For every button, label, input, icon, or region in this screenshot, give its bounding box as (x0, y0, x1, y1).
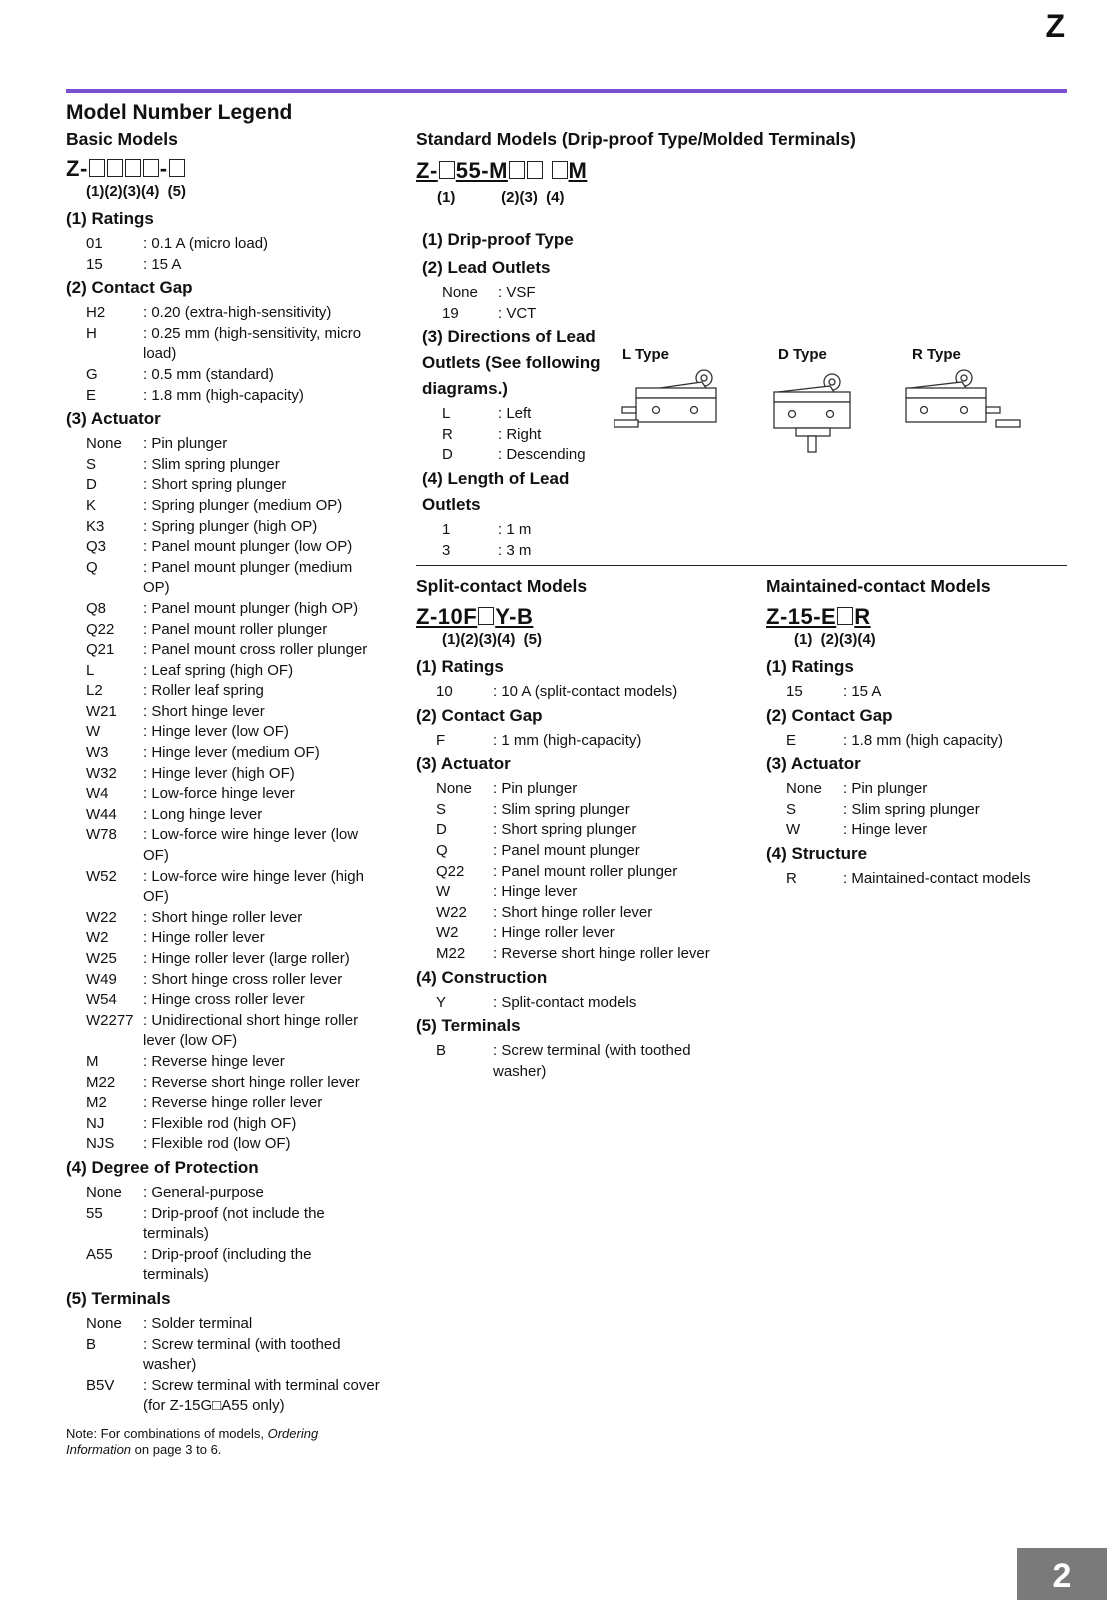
item-description: : Panel mount plunger (medium OP) (143, 558, 353, 597)
item-description: : VCT (498, 304, 537, 322)
item-list (436, 779, 736, 964)
section-title: (2) Contact Gap (416, 705, 543, 725)
item-description: : 15 A (143, 255, 182, 273)
item-description: : Hinge roller lever (493, 924, 615, 942)
list-item (86, 620, 381, 641)
list-item (86, 517, 381, 538)
item-description: : 1 m (498, 520, 532, 538)
list-item (86, 661, 381, 682)
item-code: L2 (86, 682, 103, 700)
list-item (86, 867, 381, 908)
section-title: (2) Lead Outlets (422, 258, 551, 277)
item-code: 15 (786, 683, 803, 700)
item-code: 19 (442, 304, 459, 322)
list-item (86, 1073, 381, 1094)
item-description: : Hinge lever (493, 883, 578, 901)
note-label: Note: For combinations of models, (66, 1425, 264, 1441)
item-code: Q22 (436, 862, 465, 880)
item-code: B (436, 1042, 447, 1060)
code-dash: - (159, 156, 168, 181)
list-item (86, 234, 381, 255)
l-type-diagram (614, 364, 734, 446)
item-code: NJ (86, 1114, 105, 1132)
item-description: : Panel mount plunger (low OP) (143, 538, 353, 556)
item-code: 01 (86, 235, 103, 252)
list-item (86, 1204, 381, 1245)
list-item (86, 475, 381, 496)
item-code: W3 (86, 744, 109, 762)
section-title: (1) Ratings (766, 657, 854, 676)
item-description: : Panel mount roller plunger (493, 862, 678, 880)
item-code: D (436, 821, 447, 839)
item-code: W44 (86, 805, 117, 823)
page-number: 2 (1017, 1548, 1107, 1600)
item-description: : Hinge roller lever (large roller) (143, 950, 350, 967)
split-sections (416, 654, 736, 1082)
item-code: Q8 (86, 599, 107, 617)
list-item (786, 869, 1066, 890)
item-code: W52 (86, 867, 117, 885)
list-item (442, 283, 612, 304)
list-item (86, 1052, 381, 1073)
item-code: W22 (86, 908, 117, 926)
item-code: S (786, 800, 797, 818)
standard-code-digits: (1) (2)(3) (4) (437, 189, 565, 206)
section-title: (1) Ratings (416, 657, 504, 676)
note-link-text: Ordering Information (66, 1425, 319, 1457)
item-code: K3 (86, 517, 105, 535)
list-item (86, 1134, 381, 1155)
item-description: : Unidirectional short hinge roller lever (low OF) (143, 1011, 359, 1050)
item-code: W2 (436, 924, 459, 942)
item-list (86, 434, 381, 1155)
basic-model-code (66, 156, 381, 182)
item-code: W78 (86, 826, 117, 844)
item-code: Q (86, 558, 98, 576)
list-item (442, 445, 612, 466)
item-description: : Drip-proof (not include the terminals) (143, 1204, 325, 1243)
item-description: : Reverse short hinge roller lever (493, 944, 710, 962)
item-description: : Spring plunger (medium OP) (143, 496, 343, 514)
item-code: None (86, 435, 122, 453)
item-description: : Spring plunger (high OP) (143, 517, 318, 535)
item-code: B (86, 1335, 97, 1353)
list-item (786, 731, 1066, 752)
item-description: : Solder terminal (143, 1314, 253, 1332)
list-item (86, 599, 381, 620)
item-description: : Screw terminal (with toothed washer) (493, 1042, 691, 1080)
list-item (436, 944, 736, 965)
section-title: (2) Contact Gap (66, 278, 193, 298)
maintained-code-digits: (1) (2)(3)(4) (794, 631, 876, 648)
section-title: (3) Actuator (766, 754, 861, 774)
item-description: : Right (498, 425, 542, 443)
item-description: : Short hinge roller lever (493, 903, 653, 921)
item-list (786, 779, 1066, 841)
item-description: : Roller leaf spring (143, 682, 264, 700)
item-code: None (436, 780, 472, 798)
item-code: K (86, 496, 97, 514)
list-item (86, 970, 381, 991)
code-part: Y-B (495, 604, 534, 629)
list-item (442, 304, 612, 325)
code-part: 55-M (455, 158, 508, 183)
list-item (86, 681, 381, 702)
item-description: : Short hinge lever (143, 702, 265, 720)
basic-models-heading: Basic Models (66, 129, 178, 149)
code-part: Z- (416, 158, 438, 183)
item-description: : Leaf spring (high OF) (143, 661, 294, 679)
list-item (86, 455, 381, 476)
d-type-label: D Type (778, 346, 827, 363)
item-code: R (786, 869, 797, 887)
section-title: (2) Contact Gap (766, 705, 893, 725)
item-code: S (436, 800, 447, 818)
item-code: Q21 (86, 641, 115, 659)
list-item (86, 908, 381, 929)
item-description: : Hinge cross roller lever (143, 991, 305, 1009)
r-type-label: R Type (912, 346, 961, 363)
maintained-sections (766, 654, 1066, 890)
list-item (786, 779, 1066, 800)
section-title: (4) Length of Lead Outlets (422, 468, 570, 514)
item-code: D (86, 476, 97, 494)
item-code: F (436, 731, 446, 749)
item-list (86, 234, 381, 275)
section-divider (416, 565, 1067, 566)
section-title: (5) Terminals (66, 1288, 171, 1308)
item-code: R (442, 425, 453, 443)
item-description: : 3 m (498, 541, 532, 559)
code-part: Z-15-E (766, 604, 837, 629)
list-item (86, 1093, 381, 1114)
item-description: : Hinge lever (medium OF) (143, 744, 320, 762)
maintained-contact-column (766, 576, 1066, 890)
item-description: : Slim spring plunger (493, 800, 630, 818)
item-code: W (86, 723, 101, 741)
section-title: (5) Terminals (416, 1016, 521, 1036)
item-description: : Short spring plunger (493, 821, 637, 839)
note-tail: on page 3 to 6. (134, 1441, 222, 1457)
basic-code-digits: (1)(2)(3)(4) (5) (86, 183, 186, 200)
list-item (86, 640, 381, 661)
item-list (786, 731, 1066, 752)
maintained-model-code (766, 604, 1066, 630)
item-code: W21 (86, 702, 117, 720)
item-description: : Hinge lever (low OF) (143, 723, 289, 741)
section-title: (3) Actuator (66, 409, 161, 429)
item-description: : 1.8 mm (high-capacity) (143, 386, 304, 404)
basic-note (66, 1426, 381, 1458)
item-description: : Panel mount roller plunger (143, 620, 328, 638)
item-code: M22 (436, 944, 466, 962)
item-code: M (86, 1052, 99, 1070)
item-description: : Short hinge roller lever (143, 908, 303, 926)
item-description: : General-purpose (143, 1183, 264, 1201)
section-title: (3) Actuator (416, 754, 511, 774)
list-item (86, 365, 381, 386)
item-description: : 15 A (843, 683, 882, 700)
list-item (442, 404, 612, 425)
split-model-code (416, 604, 736, 630)
item-code: W22 (436, 903, 467, 921)
list-item (86, 1114, 381, 1135)
list-item (436, 1041, 736, 1082)
section-title: (4) Degree of Protection (66, 1157, 259, 1177)
item-description: : Panel mount plunger (high OP) (143, 599, 359, 617)
item-description: : Slim spring plunger (143, 455, 280, 473)
list-item (436, 923, 736, 944)
item-code: 3 (442, 541, 451, 559)
list-item (442, 425, 612, 446)
list-item (86, 825, 381, 866)
list-item (86, 434, 381, 455)
item-description: : Low-force hinge lever (143, 785, 295, 803)
list-item (86, 1376, 381, 1417)
list-item (86, 990, 381, 1011)
list-item (436, 800, 736, 821)
item-description: : 0.5 mm (standard) (143, 365, 274, 383)
item-description: : Hinge lever (843, 821, 928, 839)
item-description: : 0.1 A (micro load) (143, 235, 269, 252)
list-item (786, 800, 1066, 821)
r-type-diagram (902, 364, 1022, 446)
item-description: : Hinge lever (high OF) (143, 764, 295, 782)
item-code: L (442, 405, 451, 423)
item-description: : Left (498, 405, 532, 423)
item-list (786, 869, 1066, 890)
section-title: (1) Drip-proof Type (422, 230, 574, 249)
basic-models-column (66, 129, 381, 1458)
item-description: : Low-force wire hinge lever (low OF) (143, 826, 359, 865)
item-code: Y (436, 993, 447, 1011)
item-code: None (786, 780, 822, 798)
item-description: : Reverse short hinge roller lever (143, 1073, 360, 1091)
d-type-diagram (770, 364, 860, 464)
item-code: E (86, 386, 97, 404)
list-item (86, 386, 381, 407)
item-code: Q3 (86, 538, 107, 556)
section-title: (1) Ratings (66, 209, 154, 228)
list-item (86, 743, 381, 764)
item-code: M22 (86, 1073, 116, 1091)
item-description: : Panel mount cross roller plunger (143, 641, 368, 659)
item-description: : Pin plunger (843, 780, 928, 798)
l-type-label: L Type (622, 346, 669, 363)
item-description: : Descending (498, 446, 586, 464)
code-part: Z-10F (416, 604, 478, 629)
item-list (436, 682, 736, 703)
list-item (86, 722, 381, 743)
item-code: S (86, 455, 97, 473)
list-item (86, 764, 381, 785)
list-item (442, 541, 612, 562)
list-item (86, 805, 381, 826)
list-item (86, 496, 381, 517)
item-code: A55 (86, 1245, 113, 1263)
item-code: Q22 (86, 620, 115, 638)
list-item (436, 731, 736, 752)
list-item (86, 702, 381, 723)
list-item (436, 841, 736, 862)
item-description: : Drip-proof (including the terminals) (143, 1245, 312, 1284)
item-description: : Short hinge cross roller lever (143, 970, 343, 988)
list-item (442, 520, 612, 541)
section-title: (3) Directions of Lead Outlets (See following diagrams.) (422, 327, 601, 399)
list-item (436, 820, 736, 841)
list-item (436, 882, 736, 903)
item-code: W49 (86, 970, 117, 988)
item-list (86, 1314, 381, 1417)
code-part: R (854, 604, 871, 629)
standard-model-code (416, 158, 587, 184)
item-list (86, 1183, 381, 1286)
corner-letter: Z (1045, 8, 1065, 44)
item-code: D (442, 446, 453, 464)
item-code: L (86, 661, 95, 679)
item-code: 55 (86, 1204, 103, 1222)
item-code: M2 (86, 1094, 107, 1112)
split-code-digits: (1)(2)(3)(4) (5) (442, 631, 542, 648)
item-description: : Reverse hinge roller lever (143, 1094, 323, 1112)
header-rule (66, 89, 1067, 93)
standard-models-heading: Standard Models (Drip-proof Type/Molded Terminals) (416, 129, 856, 149)
item-description: : 1.8 mm (high capacity) (843, 731, 1004, 749)
list-item (86, 1245, 381, 1286)
item-code: NJS (86, 1135, 115, 1153)
item-code: H (86, 324, 97, 342)
item-description: : Flexible rod (low OF) (143, 1135, 291, 1153)
maintained-contact-heading: Maintained-contact Models (766, 576, 991, 596)
section-title: (4) Structure (766, 843, 868, 863)
list-item (436, 993, 736, 1014)
item-description: : Hinge roller lever (143, 929, 265, 947)
page-title: Model Number Legend (66, 101, 293, 124)
list-item (86, 1335, 381, 1376)
item-description: : 0.25 mm (high-sensitivity, micro load) (143, 324, 362, 363)
split-contact-column (416, 576, 736, 1082)
basic-sections (66, 206, 381, 1417)
list-item (86, 928, 381, 949)
item-code: 15 (86, 255, 103, 273)
item-code: B5V (86, 1376, 115, 1394)
item-list (442, 283, 612, 324)
list-item (86, 537, 381, 558)
item-description: : Short spring plunger (143, 476, 287, 494)
item-description: : 0.20 (extra-high-sensitivity) (143, 304, 332, 322)
item-code: W2277 (86, 1011, 134, 1029)
standard-sections (422, 227, 612, 561)
item-description: : Flexible rod (high OF) (143, 1114, 297, 1132)
list-item (86, 324, 381, 365)
item-description: : VSF (498, 284, 536, 301)
item-description: : Maintained-contact models (843, 869, 1031, 887)
item-description: : Low-force wire hinge lever (high OF) (143, 867, 364, 906)
item-list (442, 520, 612, 561)
item-description: : Screw terminal (with toothed washer) (143, 1335, 341, 1374)
item-list (436, 993, 736, 1014)
item-description: : Slim spring plunger (843, 800, 980, 818)
list-item (86, 303, 381, 324)
item-code: G (86, 365, 98, 383)
list-item (786, 820, 1066, 841)
list-item (86, 949, 381, 970)
item-code: E (786, 731, 797, 749)
item-code: W2 (86, 929, 109, 947)
item-description: : 10 A (split-contact models) (493, 683, 678, 700)
item-code: None (442, 284, 478, 301)
item-code: None (86, 1183, 122, 1201)
item-code: W54 (86, 991, 117, 1009)
list-item (86, 1011, 381, 1052)
list-item (86, 784, 381, 805)
item-description: : Screw terminal with terminal cover (for Z-15G□A55 only) (143, 1376, 380, 1415)
item-code: Q (436, 841, 448, 859)
item-description: : Pin plunger (493, 780, 578, 798)
item-code: 10 (436, 683, 453, 700)
item-code: H2 (86, 304, 106, 322)
item-list (442, 404, 612, 466)
code-part: M (568, 158, 588, 183)
item-description: : Panel mount plunger (493, 841, 640, 859)
split-contact-heading: Split-contact Models (416, 576, 588, 596)
item-description: : Split-contact models (493, 993, 637, 1011)
item-description: : Long hinge lever (143, 805, 263, 823)
item-code: W25 (86, 950, 117, 967)
list-item (86, 255, 381, 276)
section-title: (4) Construction (416, 967, 548, 987)
item-list (436, 731, 736, 752)
item-list (786, 682, 1066, 703)
list-item (436, 779, 736, 800)
item-code: W (786, 821, 801, 839)
list-item (436, 682, 736, 703)
list-item (86, 1183, 381, 1204)
list-item (86, 1314, 381, 1335)
item-code: W (436, 883, 451, 901)
code-prefix: Z- (66, 156, 88, 181)
item-list (436, 1041, 736, 1082)
item-description: : Pin plunger (143, 435, 228, 453)
item-description: : 1 mm (high-capacity) (493, 731, 642, 749)
item-code: 1 (442, 520, 451, 538)
list-item (86, 558, 381, 599)
item-code: W4 (86, 785, 109, 803)
list-item (436, 903, 736, 924)
item-code: W32 (86, 764, 117, 782)
item-list (86, 303, 381, 406)
item-description: : Reverse hinge lever (143, 1052, 285, 1070)
list-item (436, 862, 736, 883)
list-item (786, 682, 1066, 703)
item-code: None (86, 1314, 122, 1332)
